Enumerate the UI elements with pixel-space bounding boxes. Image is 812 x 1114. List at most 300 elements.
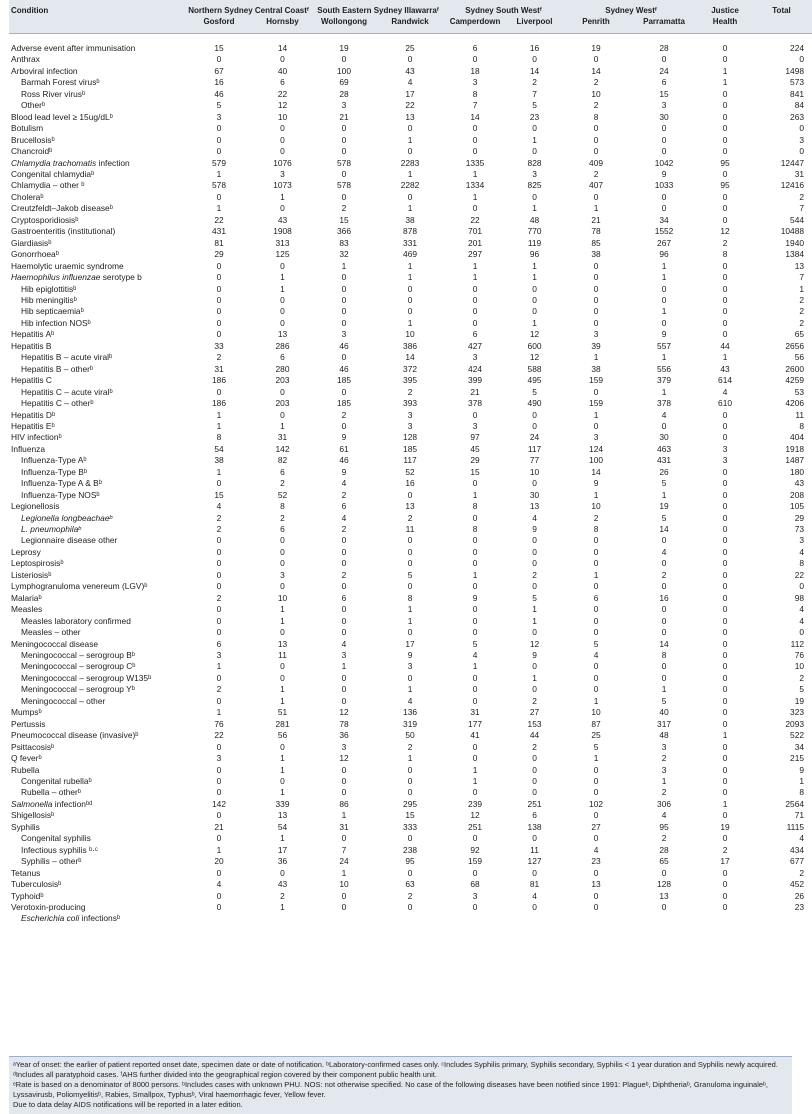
condition-cell bbox=[9, 524, 185, 535]
value-cell-hornsby: 11 bbox=[278, 650, 287, 661]
value-cell-randwick: 469 bbox=[403, 249, 418, 260]
value-cell-total: 2600 bbox=[785, 363, 805, 374]
value-cell-penrith: 0 bbox=[593, 764, 599, 775]
condition-name: Salmonella bbox=[11, 798, 53, 809]
value-cell-parramatta: 2 bbox=[661, 569, 667, 580]
value-cell-penrith: 10 bbox=[591, 88, 601, 99]
value-cell-justice-health: 0 bbox=[722, 684, 728, 695]
value-cell-total: 12416 bbox=[780, 180, 805, 191]
value-cell-camperdown: 0 bbox=[472, 615, 478, 626]
value-cell-parramatta: 1042 bbox=[654, 157, 674, 168]
value-cell-randwick: 25 bbox=[405, 43, 415, 53]
value-cell-gosford: 0 bbox=[216, 776, 222, 786]
value-cell-wollongong: 15 bbox=[339, 214, 349, 225]
value-cell-penrith: 38 bbox=[591, 249, 601, 260]
table-row bbox=[9, 203, 812, 214]
value-cell-randwick: 2282 bbox=[400, 180, 420, 191]
table-row bbox=[9, 661, 812, 672]
value-cell-justice-health: 0 bbox=[722, 592, 728, 603]
header-row-groups bbox=[9, 0, 812, 16]
value-cell-penrith: 0 bbox=[593, 260, 599, 271]
value-cell-randwick: 22 bbox=[405, 100, 415, 111]
value-cell-hornsby: 0 bbox=[280, 203, 285, 214]
value-cell-total: 22 bbox=[794, 569, 805, 580]
value-cell-penrith: 2 bbox=[593, 77, 599, 88]
value-cell-justice-health: 610 bbox=[718, 398, 733, 409]
value-cell-camperdown: 0 bbox=[472, 546, 478, 557]
value-cell-justice-health: 43 bbox=[720, 363, 730, 374]
value-cell-camperdown: 1 bbox=[472, 191, 478, 202]
value-cell-camperdown: 29 bbox=[470, 455, 480, 466]
value-cell-randwick: 17 bbox=[405, 638, 415, 649]
condition-cell bbox=[9, 455, 185, 466]
value-cell-total: 11 bbox=[795, 409, 805, 420]
value-cell-gosford: 2 bbox=[216, 352, 222, 363]
value-cell-gosford: 0 bbox=[216, 191, 222, 202]
value-cell-camperdown: 0 bbox=[472, 741, 478, 752]
value-cell-randwick: 11 bbox=[405, 524, 415, 535]
value-cell-total: 56 bbox=[794, 352, 805, 363]
value-cell-liverpool: 0 bbox=[532, 787, 537, 798]
condition-name: Lymphogranuloma venereum (LGV)ᵇ bbox=[11, 581, 148, 592]
table-row bbox=[9, 513, 812, 524]
value-cell-total: 1384 bbox=[785, 249, 805, 260]
value-cell-hornsby: 0 bbox=[280, 386, 285, 397]
value-cell-camperdown: 0 bbox=[472, 581, 478, 592]
value-cell-wollongong: 1 bbox=[341, 260, 347, 271]
value-cell-penrith: 2 bbox=[593, 168, 599, 179]
value-cell-total: 112 bbox=[790, 638, 805, 649]
value-cell-total: 12447 bbox=[780, 157, 805, 168]
value-cell-liverpool: 0 bbox=[532, 661, 537, 672]
value-cell-gosford: 0 bbox=[216, 569, 222, 580]
value-cell-parramatta: 4 bbox=[661, 810, 667, 821]
value-cell-randwick: 43 bbox=[405, 65, 415, 76]
value-cell-parramatta: 0 bbox=[661, 134, 667, 145]
value-cell-justice-health: 0 bbox=[722, 478, 728, 489]
value-cell-wollongong: 0 bbox=[341, 672, 347, 683]
value-cell-randwick: 95 bbox=[405, 856, 415, 867]
value-cell-camperdown: 424 bbox=[468, 363, 483, 374]
value-cell-gosford: 0 bbox=[216, 764, 222, 775]
condition-name: Meningococcal – serogroup Cᵇ bbox=[21, 661, 136, 672]
value-cell-wollongong: 0 bbox=[341, 306, 347, 317]
condition-cell bbox=[9, 570, 185, 581]
table-row bbox=[9, 535, 812, 546]
value-cell-randwick: 395 bbox=[403, 375, 418, 386]
condition-cell bbox=[9, 158, 185, 169]
table-row bbox=[9, 478, 812, 489]
value-cell-hornsby: 0 bbox=[280, 146, 285, 157]
value-cell-gosford: 0 bbox=[216, 294, 222, 305]
value-cell-hornsby: 339 bbox=[275, 798, 290, 809]
value-cell-penrith: 1 bbox=[593, 753, 599, 764]
table-row bbox=[9, 169, 812, 180]
value-cell-wollongong: 0 bbox=[341, 168, 347, 179]
value-cell-randwick: 1 bbox=[407, 753, 413, 764]
value-cell-wollongong: 2 bbox=[341, 489, 347, 500]
value-cell-liverpool: 828 bbox=[527, 157, 542, 168]
table-row bbox=[9, 673, 812, 684]
value-cell-justice-health: 0 bbox=[722, 695, 728, 706]
value-cell-camperdown: 1335 bbox=[465, 157, 485, 168]
value-cell-total: 180 bbox=[790, 466, 805, 477]
condition-name: Psittacosisᵇ bbox=[11, 741, 55, 752]
value-cell-camperdown: 0 bbox=[472, 294, 478, 305]
value-cell-randwick: 0 bbox=[407, 764, 413, 775]
value-cell-justice-health: 0 bbox=[722, 890, 728, 901]
value-cell-randwick: 2283 bbox=[400, 157, 420, 168]
value-cell-parramatta: 556 bbox=[657, 363, 672, 374]
value-cell-parramatta: 0 bbox=[661, 420, 667, 431]
value-cell-justice-health: 1 bbox=[722, 352, 728, 363]
value-cell-hornsby: 313 bbox=[275, 237, 290, 248]
value-cell-penrith: 3 bbox=[593, 329, 599, 340]
value-cell-hornsby: 1 bbox=[280, 833, 285, 844]
condition-cell bbox=[9, 215, 185, 226]
value-cell-gosford: 0 bbox=[216, 329, 222, 340]
table-row bbox=[9, 581, 812, 592]
value-cell-parramatta: 3 bbox=[661, 764, 667, 775]
value-cell-liverpool: 12 bbox=[529, 352, 540, 363]
value-cell-gosford: 1 bbox=[216, 203, 222, 214]
value-cell-randwick: 333 bbox=[403, 821, 418, 832]
value-cell-total: 677 bbox=[790, 856, 805, 867]
condition-cell bbox=[9, 261, 185, 272]
value-cell-parramatta: 26 bbox=[659, 466, 669, 477]
value-cell-parramatta: 40 bbox=[659, 707, 669, 718]
value-cell-justice-health: 2 bbox=[722, 237, 728, 248]
condition-name: L. pneumophilaᵇ bbox=[21, 524, 81, 535]
value-cell-randwick: 0 bbox=[407, 581, 413, 592]
value-cell-parramatta: 28 bbox=[659, 43, 669, 53]
condition-cell bbox=[9, 203, 185, 214]
value-cell-gosford: 2 bbox=[216, 512, 222, 523]
condition-name: Measles bbox=[11, 604, 43, 615]
condition-cell bbox=[9, 558, 185, 569]
value-cell-hornsby: 1 bbox=[280, 283, 285, 294]
value-cell-liverpool: 153 bbox=[527, 718, 542, 729]
value-cell-justice-health: 0 bbox=[722, 672, 728, 683]
value-cell-justice-health: 0 bbox=[722, 466, 728, 477]
value-cell-total: 73 bbox=[794, 524, 805, 535]
value-cell-camperdown: 14 bbox=[470, 111, 480, 122]
value-cell-penrith: 159 bbox=[589, 375, 604, 386]
value-cell-justice-health: 0 bbox=[722, 833, 728, 844]
value-cell-camperdown: 0 bbox=[472, 672, 478, 683]
condition-name: Cryptosporidiosisᵇ bbox=[11, 214, 79, 225]
value-cell-total: 4259 bbox=[785, 375, 805, 386]
value-cell-justice-health: 0 bbox=[722, 43, 728, 53]
condition-name: Malariaᵇ bbox=[11, 592, 42, 603]
value-cell-total: 404 bbox=[790, 432, 805, 443]
value-cell-wollongong: 0 bbox=[341, 386, 347, 397]
value-cell-justice-health: 19 bbox=[720, 821, 730, 832]
value-cell-liverpool: 0 bbox=[532, 146, 537, 157]
value-cell-gosford: 81 bbox=[214, 237, 224, 248]
value-cell-randwick: 16 bbox=[405, 478, 415, 489]
value-cell-camperdown: 0 bbox=[472, 54, 478, 65]
value-cell-justice-health: 0 bbox=[722, 604, 728, 615]
value-cell-penrith: 87 bbox=[591, 718, 601, 729]
condition-cell bbox=[9, 318, 185, 329]
value-cell-total: 23 bbox=[794, 901, 805, 912]
value-cell-total: 43 bbox=[794, 478, 805, 489]
table-row bbox=[9, 799, 812, 810]
value-cell-randwick: 0 bbox=[407, 123, 413, 134]
value-cell-randwick: 1 bbox=[407, 317, 413, 328]
value-cell-total: 2 bbox=[799, 867, 805, 878]
value-cell-penrith: 10 bbox=[591, 501, 601, 512]
value-cell-gosford: 0 bbox=[216, 901, 222, 912]
value-cell-randwick: 0 bbox=[407, 294, 413, 305]
table-row bbox=[9, 833, 812, 844]
value-cell-gosford: 1 bbox=[216, 707, 222, 718]
table-row bbox=[9, 902, 812, 913]
value-cell-total: 34 bbox=[794, 741, 805, 752]
value-cell-total: 2 bbox=[799, 294, 805, 305]
table-row bbox=[9, 318, 812, 329]
value-cell-total: 3 bbox=[799, 134, 805, 145]
value-cell-gosford: 0 bbox=[216, 317, 222, 328]
condition-name: Meningococcal – serogroup W135ᵇ bbox=[21, 672, 152, 683]
value-cell-camperdown: 1 bbox=[472, 260, 478, 271]
value-cell-camperdown: 0 bbox=[472, 134, 478, 145]
value-cell-liverpool: 10 bbox=[529, 466, 540, 477]
value-cell-penrith: 124 bbox=[589, 443, 604, 454]
value-cell-hornsby: 0 bbox=[280, 581, 285, 592]
value-cell-penrith: 23 bbox=[591, 856, 601, 867]
value-cell-liverpool: 0 bbox=[532, 776, 537, 786]
value-cell-parramatta: 1 bbox=[661, 386, 667, 397]
condition-cell bbox=[9, 822, 185, 833]
value-cell-wollongong: 0 bbox=[341, 615, 347, 626]
value-cell-camperdown: 9 bbox=[472, 592, 478, 603]
value-cell-camperdown: 18 bbox=[470, 65, 480, 76]
value-cell-gosford: 0 bbox=[216, 833, 222, 844]
value-cell-camperdown: 239 bbox=[468, 798, 483, 809]
value-cell-camperdown bbox=[444, 913, 506, 925]
value-cell-wollongong: 185 bbox=[337, 398, 351, 409]
value-cell-penrith: 159 bbox=[589, 398, 604, 409]
value-cell-penrith: 39 bbox=[591, 340, 601, 351]
condition-name: Choleraᵇ bbox=[11, 191, 44, 202]
value-cell-liverpool: 825 bbox=[527, 180, 542, 191]
value-cell-total: 3 bbox=[799, 535, 805, 546]
table-row bbox=[9, 707, 812, 718]
value-cell-total: 105 bbox=[790, 501, 805, 512]
value-cell-parramatta: 1 bbox=[661, 489, 667, 500]
value-cell-penrith: 0 bbox=[593, 581, 599, 592]
value-cell-justice-health: 3 bbox=[722, 443, 728, 454]
value-cell-wollongong: 0 bbox=[341, 546, 347, 557]
value-cell-parramatta: 1 bbox=[661, 306, 667, 317]
condition-cell bbox=[9, 501, 185, 512]
value-cell-hornsby: 280 bbox=[275, 363, 290, 374]
value-cell-hornsby: 125 bbox=[275, 249, 290, 260]
value-cell-camperdown: 4 bbox=[472, 650, 478, 661]
value-cell-wollongong: 2 bbox=[341, 203, 347, 214]
condition-cell bbox=[9, 249, 185, 260]
table-row bbox=[9, 524, 812, 535]
value-cell-gosford: 579 bbox=[212, 157, 226, 168]
value-cell-randwick: 4 bbox=[407, 695, 413, 706]
value-cell-gosford: 3 bbox=[216, 753, 222, 764]
value-cell-parramatta: 1 bbox=[661, 684, 667, 695]
value-cell-justice-health: 0 bbox=[722, 294, 728, 305]
value-cell-justice-health: 0 bbox=[722, 317, 728, 328]
value-cell-wollongong: 61 bbox=[339, 443, 349, 454]
table-row bbox=[9, 696, 812, 707]
value-cell-justice-health: 614 bbox=[718, 375, 733, 386]
condition-name: Anthrax bbox=[11, 54, 40, 65]
value-cell-total: 573 bbox=[790, 77, 805, 88]
value-cell-randwick: 0 bbox=[407, 54, 413, 65]
value-cell-liverpool: 1 bbox=[532, 604, 537, 615]
value-cell-penrith: 407 bbox=[589, 180, 604, 191]
value-cell-liverpool: 1 bbox=[532, 203, 537, 214]
condition-suffix: infectionᵇᵈ bbox=[52, 798, 93, 809]
condition-name: Blood lead level ≥ 15ug/dLᵇ bbox=[11, 111, 113, 122]
value-cell-liverpool: 9 bbox=[532, 524, 537, 535]
value-cell-wollongong: 578 bbox=[337, 157, 351, 168]
table-row bbox=[9, 306, 812, 317]
value-cell-justice-health: 0 bbox=[722, 146, 728, 157]
value-cell-camperdown: 297 bbox=[468, 249, 483, 260]
condition-name: Legionellosis bbox=[11, 501, 60, 512]
condition-cell bbox=[9, 226, 185, 237]
value-cell-liverpool: 81 bbox=[529, 879, 540, 890]
condition-name: Gastroenteritis (institutional) bbox=[11, 226, 116, 237]
condition-name: Hepatitis C – acute viralᵇ bbox=[21, 386, 113, 397]
value-cell-randwick: 0 bbox=[407, 867, 413, 878]
value-cell-total: 76 bbox=[794, 650, 805, 661]
condition-cell bbox=[9, 547, 185, 558]
value-cell-randwick: 0 bbox=[407, 776, 413, 786]
value-cell-parramatta: 9 bbox=[661, 168, 667, 179]
value-cell-camperdown: 0 bbox=[472, 512, 478, 523]
value-cell-liverpool: 117 bbox=[527, 443, 542, 454]
sub-header-randwick: Randwick bbox=[391, 17, 429, 26]
value-cell-liverpool: 48 bbox=[529, 214, 540, 225]
table-row bbox=[9, 226, 812, 237]
value-cell-hornsby: 0 bbox=[280, 535, 285, 546]
value-cell-randwick: 238 bbox=[403, 844, 418, 855]
value-cell-parramatta: 0 bbox=[661, 294, 667, 305]
value-cell-camperdown: 201 bbox=[468, 237, 483, 248]
value-cell-total: 2 bbox=[799, 672, 805, 683]
value-cell-penrith: 2 bbox=[593, 100, 599, 111]
value-cell-wollongong: 0 bbox=[341, 787, 347, 798]
value-cell-randwick: 1 bbox=[407, 272, 413, 283]
condition-name: Congenital rubellaᵇ bbox=[21, 776, 92, 786]
value-cell-hornsby: 1 bbox=[280, 901, 285, 912]
value-cell-penrith: 2 bbox=[593, 512, 599, 523]
value-cell-total: 98 bbox=[794, 592, 805, 603]
value-cell-wollongong: 28 bbox=[339, 88, 349, 99]
value-cell-justice-health: 3 bbox=[722, 455, 728, 466]
value-cell-parramatta: 0 bbox=[661, 123, 667, 134]
value-cell-justice-health: 2 bbox=[722, 844, 728, 855]
value-cell-total: 841 bbox=[790, 88, 805, 99]
value-cell-total: 4 bbox=[799, 615, 805, 626]
value-cell-camperdown: 12 bbox=[470, 810, 480, 821]
value-cell-hornsby: 1 bbox=[280, 420, 285, 431]
condition-suffix: infection bbox=[96, 157, 130, 168]
value-cell-liverpool: 0 bbox=[532, 558, 537, 569]
table-row bbox=[9, 261, 812, 272]
value-cell-randwick: 372 bbox=[403, 363, 418, 374]
value-cell-parramatta: 16 bbox=[659, 592, 669, 603]
value-cell-camperdown: 0 bbox=[472, 306, 478, 317]
value-cell-gosford: 16 bbox=[214, 77, 224, 88]
table-row bbox=[9, 891, 812, 902]
value-cell-randwick: 0 bbox=[407, 283, 413, 294]
value-cell-randwick: 52 bbox=[405, 466, 415, 477]
value-cell-justice-health: 1 bbox=[722, 798, 728, 809]
value-cell-justice-health: 0 bbox=[722, 409, 728, 420]
value-cell-hornsby: 0 bbox=[280, 123, 285, 134]
footnote-2: ᵉRate is based on a denominator of 8000 persons. ᵇIncludes cases with unknown PHU. NOS: not otherwise specified. No case of the following diseases have been notified since 1991: Plagueᵇ, Diphtheriaᵇ, Granuloma inguinaleᵇ, Lyssavirusb, Poliomyelitisᵇ, Rabies, Smallpox, Typhusᵇ, Viral haemorrhagic fever, Yellow fever. bbox=[13, 1080, 768, 1099]
value-cell-randwick: 0 bbox=[407, 833, 413, 844]
value-cell-hornsby: 1 bbox=[280, 684, 285, 695]
value-cell-wollongong: 10 bbox=[339, 879, 349, 890]
table-row bbox=[9, 352, 812, 363]
table-row bbox=[9, 558, 812, 569]
value-cell-parramatta: 4 bbox=[661, 409, 667, 420]
condition-name: Leptospirosisᵇ bbox=[11, 558, 64, 569]
value-cell-total: 8 bbox=[799, 787, 805, 798]
table-row bbox=[9, 410, 812, 421]
value-cell-hornsby: 1 bbox=[280, 695, 285, 706]
value-cell-total: 215 bbox=[790, 753, 805, 764]
value-cell-penrith: 0 bbox=[593, 535, 599, 546]
value-cell-wollongong: 4 bbox=[341, 478, 347, 489]
value-cell-hornsby bbox=[253, 913, 312, 925]
table-row bbox=[9, 180, 812, 191]
table-row bbox=[9, 135, 812, 146]
table-row bbox=[9, 490, 812, 501]
value-cell-camperdown: 3 bbox=[472, 77, 478, 88]
condition-cell bbox=[9, 856, 185, 867]
value-cell-liverpool: 2 bbox=[532, 77, 537, 88]
table-row bbox=[9, 341, 812, 352]
value-cell-gosford: 0 bbox=[216, 581, 222, 592]
value-cell-total: 0 bbox=[799, 581, 805, 592]
value-cell-randwick: 3 bbox=[407, 420, 413, 431]
value-cell-randwick: 1 bbox=[407, 168, 413, 179]
notifications-table bbox=[9, 0, 812, 926]
value-cell-parramatta: 0 bbox=[661, 191, 667, 202]
value-cell-gosford: 76 bbox=[214, 718, 224, 729]
value-cell-camperdown: 0 bbox=[472, 203, 478, 214]
value-cell-camperdown: 68 bbox=[470, 879, 480, 890]
value-cell-camperdown: 8 bbox=[472, 501, 478, 512]
table-row bbox=[9, 329, 812, 340]
value-cell-gosford: 0 bbox=[216, 558, 222, 569]
value-cell-penrith: 0 bbox=[593, 672, 599, 683]
value-cell-gosford: 22 bbox=[214, 730, 224, 741]
value-cell-gosford: 8 bbox=[216, 432, 222, 443]
value-cell-gosford: 0 bbox=[216, 146, 222, 157]
value-cell-wollongong: 46 bbox=[339, 363, 349, 374]
value-cell-liverpool: 0 bbox=[532, 420, 537, 431]
value-cell-hornsby: 82 bbox=[277, 455, 288, 466]
value-cell-penrith: 0 bbox=[593, 306, 599, 317]
value-cell-gosford: 0 bbox=[216, 54, 222, 65]
sub-header-hornsby: Hornsby bbox=[266, 17, 299, 26]
value-cell-camperdown: 0 bbox=[472, 146, 478, 157]
